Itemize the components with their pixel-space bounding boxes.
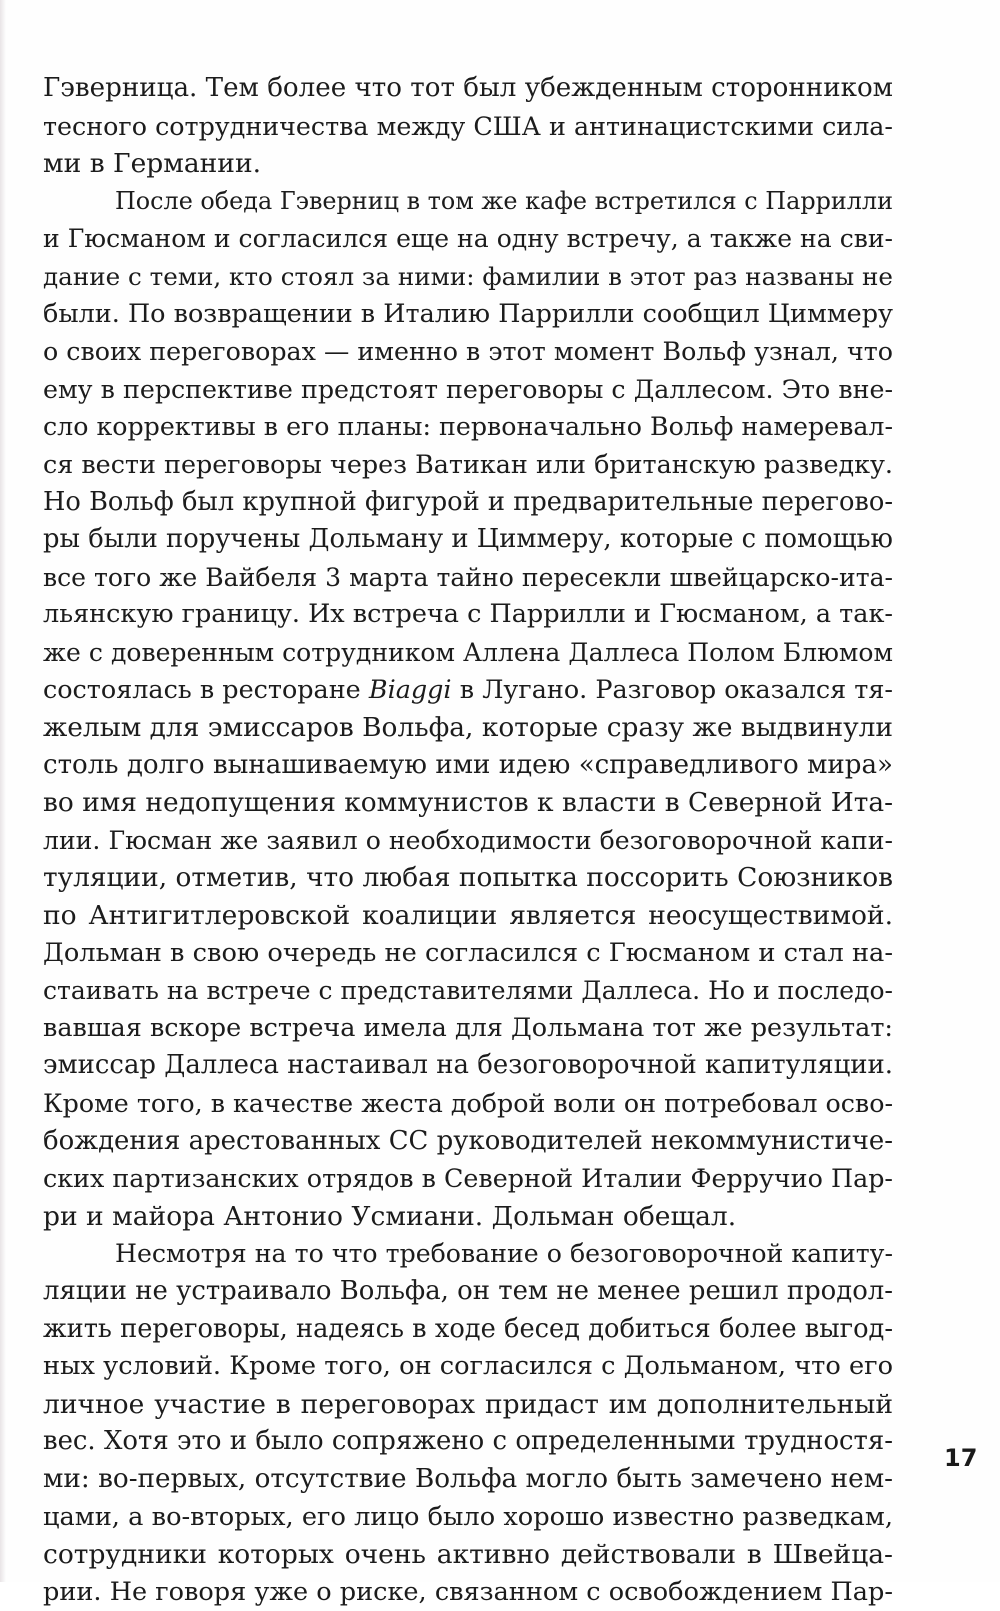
restaurant-name: Biaggi bbox=[368, 674, 452, 705]
text-line: все того же Вайбеля 3 марта тайно пересекли швейцарско-ита- bbox=[43, 562, 893, 592]
text-line: ся вести переговоры через Ватикан или британскую разведку. bbox=[43, 448, 893, 479]
text-line: и Гюсманом и согласился еще на одну встречу, а также на сви- bbox=[43, 224, 893, 254]
text-line: сло коррективы в его планы: первоначально Вольф намеревал- bbox=[43, 412, 893, 442]
text-line: стаивать на встрече с представителями Даллеса. Но и последо- bbox=[43, 976, 893, 1006]
text-line: После обеда Гэверниц в том же кафе встретился с Паррилли bbox=[115, 186, 893, 215]
text-line: ми в Германии. bbox=[43, 148, 262, 180]
text-line: тесного сотрудничества между США и антинацистскими сила- bbox=[43, 110, 893, 141]
text-line: бождения арестованных СС руководителей некоммунистиче- bbox=[43, 1125, 893, 1156]
text-line bbox=[43, 672, 893, 710]
text-line: личное участие в переговорах придаст им дополнительный bbox=[43, 1388, 893, 1420]
text-line: лии. Гюсман же заявил о необходимости безоговорочной капи- bbox=[43, 825, 893, 855]
text-line: же с доверенным сотрудником Аллена Даллеса Полом Блюмом bbox=[43, 637, 893, 667]
text-line: Кроме того, в качестве жеста доброй воли он потребовал осво- bbox=[43, 1088, 893, 1119]
text-line: ляции не устраивало Вольфа, он тем не менее решил продол- bbox=[43, 1276, 893, 1306]
text-line: Дольман в свою очередь не согласился с Гюсманом и стал на- bbox=[43, 937, 893, 968]
text-line: эмиссар Даллеса настаивал на безоговорочной капитуляции. bbox=[43, 1050, 893, 1081]
text-segment: в Лугано. Разговор оказался тя- bbox=[451, 674, 893, 705]
text-line: ных условий. Кроме того, он согласился с Дольманом, что его bbox=[43, 1351, 893, 1382]
text-line: ми: во-первых, отсутствие Вольфа могло быть замечено нем- bbox=[43, 1463, 893, 1494]
text-line: вес. Хотя это и было сопряжено с определенными трудностя- bbox=[43, 1426, 893, 1457]
text-line: о своих переговорах — именно в этот момент Вольф узнал, что bbox=[43, 336, 893, 367]
text-line: были. По возвращении в Италию Паррилли сообщил Циммеру bbox=[43, 298, 893, 329]
text-line: дание с теми, кто стоял за ними: фамилии в этот раз названы не bbox=[43, 261, 893, 291]
text-line: жить переговоры, надеясь в ходе бесед добиться более выгод- bbox=[43, 1313, 893, 1344]
text-line: желым для эмиссаров Вольфа, которые сразу же выдвинули bbox=[43, 712, 893, 744]
page-number: 17 bbox=[944, 1444, 978, 1472]
text-line: Но Вольф был крупной фигурой и предварительные перегово- bbox=[43, 486, 893, 517]
text-line: во имя недопущения коммунистов к власти в Северной Ита- bbox=[43, 787, 893, 819]
page-edge bbox=[0, 0, 6, 1582]
text-line: ри и майора Антонио Усмиани. Дольман обещал. bbox=[43, 1200, 737, 1232]
text-line: Несмотря на то что требование о безоговорочной капиту- bbox=[115, 1239, 893, 1269]
text-line: льянскую границу. Их встреча с Паррилли и Гюсманом, а так- bbox=[43, 599, 893, 630]
text-segment: состоялась в ресторане bbox=[43, 674, 369, 705]
text-line: рии. Не говоря уже о риске, связанном с освобождением Пар- bbox=[43, 1576, 893, 1607]
text-line: ры были поручены Дольману и Циммеру, которые с помощью bbox=[43, 524, 893, 555]
text-line: сотрудники которых очень активно действовали в Швейца- bbox=[43, 1539, 893, 1571]
text-line: по Антигитлеровской коалиции является неосуществимой. bbox=[43, 900, 893, 932]
text-line: ских партизанских отрядов в Северной Италии Ферручио Пар- bbox=[43, 1163, 893, 1194]
text-line: туляции, отметив, что любая попытка поссорить Союзников bbox=[43, 862, 893, 894]
text-line: цами, а во-вторых, его лицо было хорошо известно разведкам, bbox=[43, 1501, 893, 1532]
text-line: Гэверница. Тем более что тот был убежденным сторонником bbox=[43, 73, 893, 103]
text-line: ему в перспективе предстоят переговоры с Даллесом. Это вне- bbox=[43, 374, 893, 404]
text-line: вавшая вскоре встреча имела для Дольмана тот же результат: bbox=[43, 1012, 893, 1043]
body-text bbox=[43, 70, 893, 1611]
text-line: столь долго вынашиваемую ими идею «справедливого мира» bbox=[43, 749, 893, 780]
